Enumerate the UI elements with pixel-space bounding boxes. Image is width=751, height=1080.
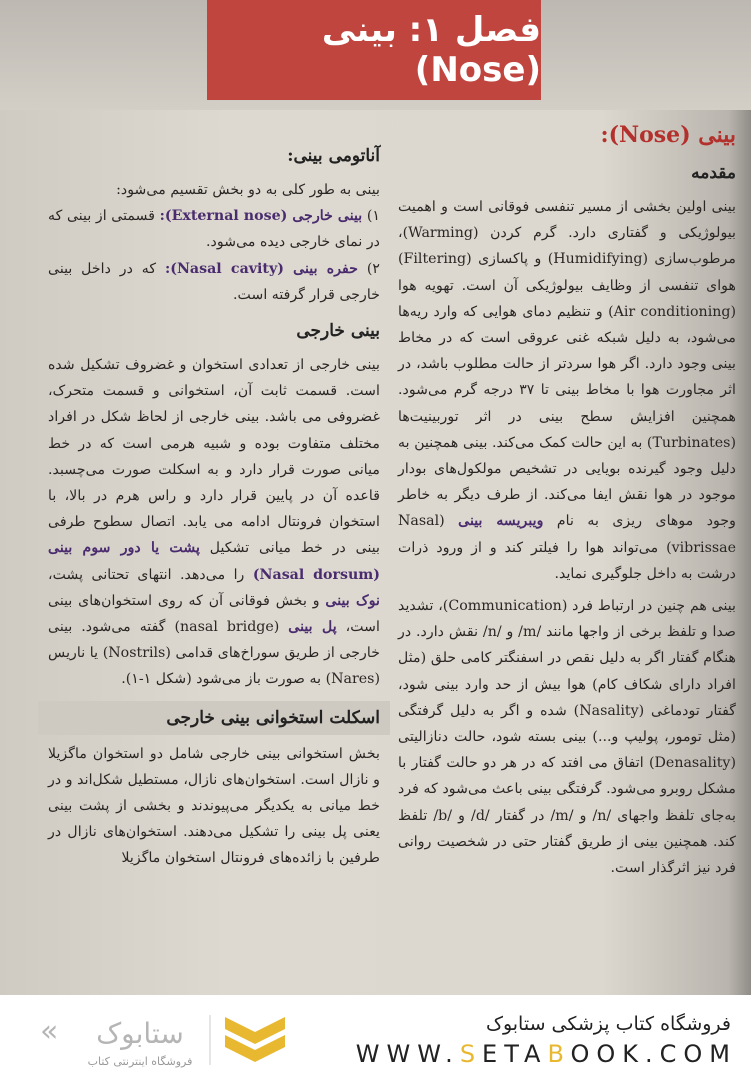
list-item-external-nose: [48, 203, 380, 255]
url-part: OOK.COM: [570, 1040, 737, 1068]
logo-wordmark: ستابوک: [96, 1017, 184, 1050]
url-part: WWW.: [355, 1040, 460, 1068]
url-highlight: S: [459, 1040, 483, 1068]
url-highlight: B: [547, 1040, 571, 1068]
heading-box: [38, 701, 390, 735]
term-nasal-vibrissae: ویبریسه بینی: [458, 513, 544, 530]
setabook-logo: [30, 1007, 300, 1071]
subheading-introduction: مقدمه: [691, 163, 736, 183]
text: (nasal bridge) گفته می‌شود. بینی خارجی از طریق سوراخ‌های قدامی (Nostrils) یا ناریس (Nares) به صورت باز می‌شود (شکل ۱-۱).: [48, 619, 380, 688]
external-nose-paragraph: [48, 352, 380, 693]
bony-skeleton-paragraph: بخش استخوانی بینی خارجی شامل دو استخوان ماگزیلا و نازال است. استخوان‌های نازال، مستطیل شکل‌اند و در خط میانی به یکدیگر می‌پیوندند و بخشی از پشت بینی یعنی پل بینی را تشکیل می‌دهند. استخوان‌های نازال در طرفین با زائده‌های فرونتال استخوان ماگزیلا: [48, 745, 380, 867]
term-external-nose: بینی خارجی (External nose):: [159, 208, 363, 225]
heading-nose-anatomy: آناتومی بینی:: [287, 146, 380, 166]
logo-chevron-mark-icon: [225, 1017, 285, 1062]
text: بینی اولین بخشی از مسیر تنفسی فوقانی است و اهمیت بیولوژیکی و گفتاری دارد. گرم کردن (Warming)، مرطوب‌سازی (Humidifying) و پاکسازی (Filtering) هوای تنفسی از وظایف بیولوژیکی آن است. تهویه هوا (Air conditioning) و تنظیم دمای هوایی که وارد ریه‌ها می‌شود، به دلیل شبکه غنی عروقی است که در مخاط بینی وجود دارد. اگر هوا سردتر از حالت مطلوب باشد، در اثر مجاورت هوا با مخاط بینی تا ۳۷ درجه گرم می‌شود. همچنین افزایش سطح بینی در اثر توربینیت‌ها (Turbinates) به این حالت کمک می‌کند. بینی همچنین به دلیل وجود گیرنده بویایی در تشخیص مولکول‌های بودار موجود در هوا نقش ایفا می‌کند. از طرف دیگر به خاطر وجود موهای ریزی به نام: [398, 199, 737, 530]
logo-subtitle: فروشگاه اینترنتی کتاب: [87, 1055, 193, 1068]
text: را می‌دهد. انتهای تحتانی پشت،: [48, 566, 253, 583]
anatomy-intro: بینی به طور کلی به دو بخش تقسیم می‌شود:: [116, 182, 380, 198]
text: (Nasal vibrissae) می‌تواند هوا را فیلتر کند و از ورود ذرات درشت به داخل جلوگیری نماید.: [398, 513, 736, 582]
text: که در داخل بینی خارجی قرار گرفته است.: [48, 260, 380, 303]
list-number: ۱): [362, 208, 381, 225]
section-heading-nose: بینی (Nose):: [600, 122, 736, 148]
intro-paragraph-2: بینی هم چنین در ارتباط فرد (Communication)، تشدید صدا و تلفظ برخی از واجها مانند /m/ و /n/ نقش دارد. در هنگام گفتار اگر به دلیل نقص در اسفنگتر کامی حلق (مثل افراد دارای شکاف کام) هوا بیش از حد وارد بینی شود، گفتار تودماغی (Nasality) شده و اگر به دلیل گرفتگی (مثل تومور، پولیپ و...) بینی بسته شود، حالت دنازالیتی (Denasality) اتفاق می افتد که در هر دو حالت گفتار با مشکل روبرو می‌شود. گرفتگی بینی باعث می‌شود که فرد به‌جای تلفظ واجهای /n/ و /m/ در گفتار /d/ و /b/ تلفظ کند. همچنین بینی از طریق گفتار حتی در شخصیت روانی فرد نیز اثرگذار است.: [398, 598, 736, 877]
right-column: [398, 118, 736, 887]
left-column: [48, 135, 380, 878]
url-part: ETA: [482, 1040, 548, 1068]
term-nasal-bridge: پل بینی: [288, 619, 337, 636]
text: و بخش فوقانی آن که روی استخوان‌های بینی است،: [48, 592, 380, 636]
chapter-title-banner: فصل ۱: بینی (Nose): [207, 0, 541, 100]
store-name: فروشگاه کتاب پزشکی ستابوک: [485, 1013, 731, 1035]
store-footer: [0, 995, 751, 1080]
term-nose-tip: نوک بینی: [325, 592, 380, 609]
text: قسمتی از بینی که در نمای خارجی دیده می‌شود.: [48, 208, 380, 251]
term-nasal-cavity: حفره بینی (Nasal cavity):: [164, 260, 358, 277]
heading-external-nose: بینی خارجی: [296, 321, 380, 342]
store-url[interactable]: [356, 1040, 737, 1068]
heading-bony-skeleton: اسکلت استخوانی بینی خارجی: [166, 707, 380, 728]
term-nasal-dorsum: پشت یا دور سوم بینی (Nasal dorsum): [48, 540, 381, 583]
list-number: ۲): [358, 260, 380, 277]
logo-chevrons-icon: «: [40, 1014, 59, 1049]
intro-paragraph-1: [398, 194, 736, 587]
text: بینی خارجی از تعدادی استخوان و غضروف تشکیل شده است. قسمت ثابت آن، استخوانی و قسمت متحرک، غضروفی می باشد. بینی خارجی از لحاظ شکل در افراد مختلف متفاوت بوده و شبیه هرمی است که در خط میانی صورت قرار دارد و به اسکلت صورت می‌چسبد. قاعده آن در پایین قرار دارد و راس هرم در بالا، با استخوان فرونتال ادامه می یابد. اتصال سطوح طرفی بینی در خط میانی تشکیل: [48, 357, 380, 557]
list-item-nasal-cavity: [48, 256, 380, 308]
